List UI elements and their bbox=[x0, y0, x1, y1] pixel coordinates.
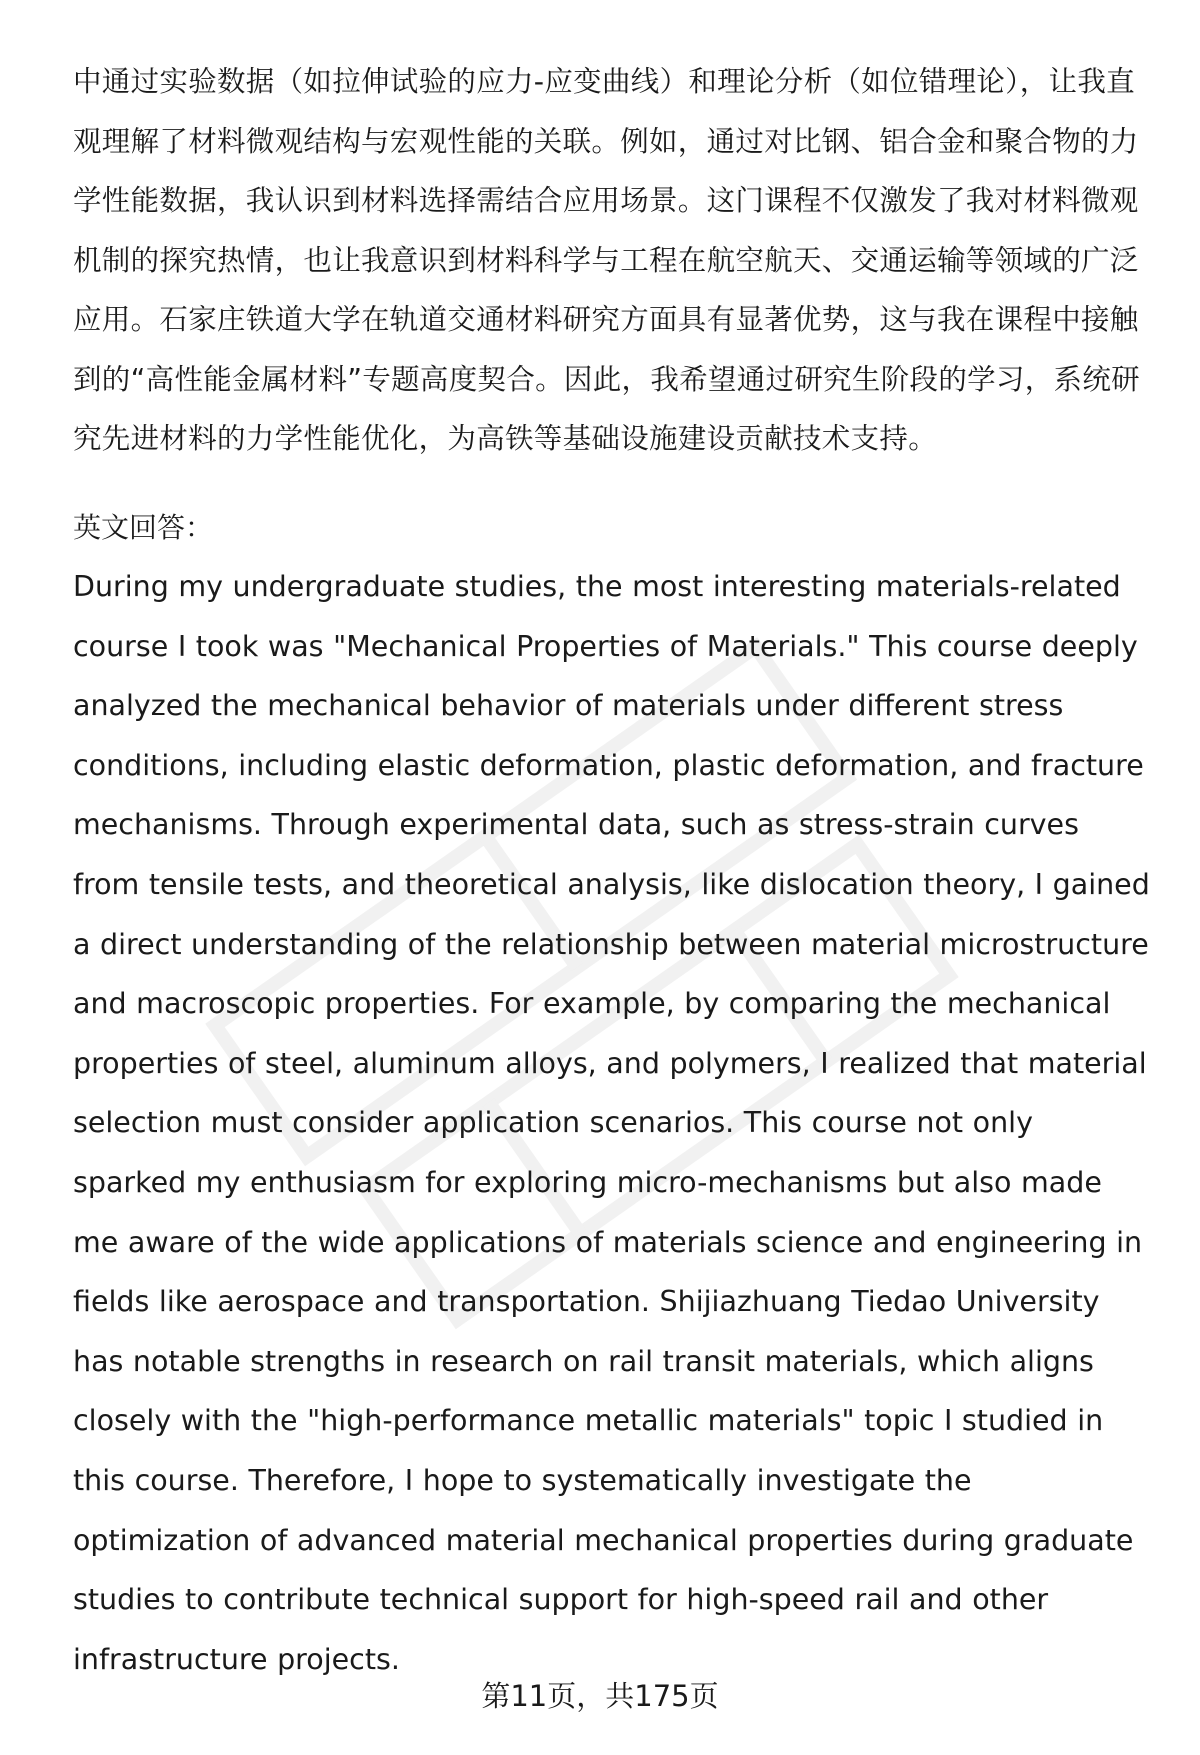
page-number-footer: 第11页，共175页 bbox=[481, 1679, 719, 1713]
chinese-answer-paragraph: 中通过实验数据（如拉伸试验的应力-应变曲线）和理论分析（如位错理论），让我直观理解了材料微观结构与宏观性能的关联。例如，通过对比钢、铝合金和聚合物的力学性能数据，我认识到材料选择需结合应用场景。这门课程不仅激发了我对材料微观机制的探究热情，也让我意识到材料科学与工程在航空航天、交通运输等领域的广泛应用。石家庄铁道大学在轨道交通材料研究方面具有显著优势，这与我在课程中接触到的“高性能金属材料”专题高度契合。因此，我希望通过研究生阶段的学习，系统研究先进材料的力学性能优化，为高铁等基础设施建设贡献技术支持。 bbox=[73, 65, 1140, 455]
english-answer-heading: 英文回答： bbox=[73, 510, 214, 544]
document-body bbox=[73, 52, 1153, 1689]
english-answer-paragraph: During my undergraduate studies, the most interesting materials-related course I took was "Mechanical Properties of Materials." This course deeply analyzed the mechanical behavior of materials under different stress conditions, including elastic deformation, plastic deformation, and fracture mechanisms. Through experimental data, such as stress-strain curves from tensile tests, and theoretical analysis, like dislocation theory, I gained a direct understanding of the relationship between material microstructure and macroscopic properties. For example, by comparing the mechanical properties of steel, aluminum alloys, and polymers, I realized that material selection must consider application scenarios. This course not only sparked my enthusiasm for exploring micro-mechanisms but also made me aware of the wide applications of materials science and engineering in fields like aerospace and transportation. Shijiazhuang Tiedao University has notable strengths in research on rail transit materials, which aligns closely with the "high-performance metallic materials" topic I studied in this course. Therefore, I hope to systematically investigate the optimization of advanced material mechanical properties during graduate studies to contribute technical support for high-speed rail and other infrastructure projects. bbox=[73, 570, 1150, 1676]
